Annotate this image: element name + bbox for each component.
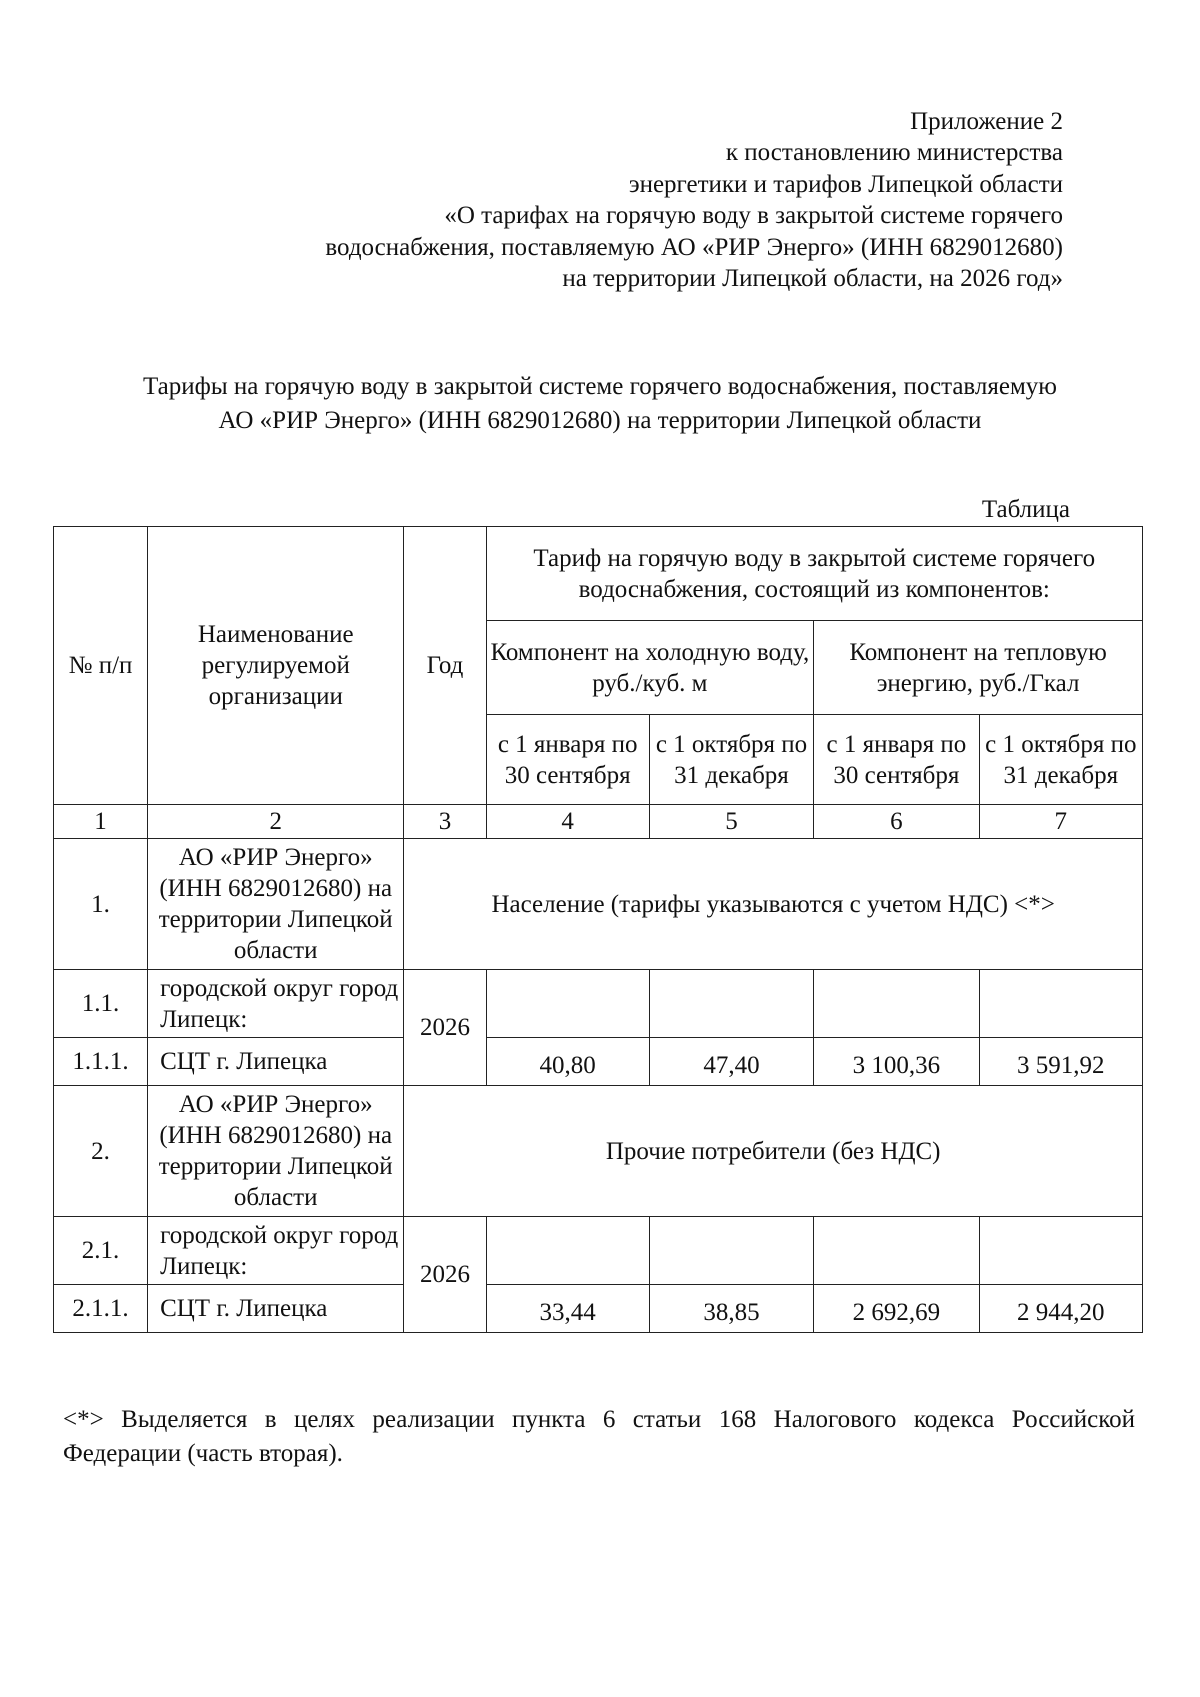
section-number: 2. [54,1086,148,1217]
section-number: 1. [54,839,148,970]
empty-cell [649,1217,813,1285]
empty-cell [649,970,813,1038]
table-label: Таблица [981,496,1070,523]
appendix-line: энергетики и тарифов Липецкой области [628,170,1063,198]
district-number: 2.1. [54,1217,148,1285]
district-number: 1.1. [54,970,148,1038]
empty-cell [979,970,1142,1038]
appendix-line: водоснабжения, поставляемую АО «РИР Энерго» (ИНН 6829012680) [325,233,1063,261]
appendix-header [325,106,1063,294]
consumer-category: Прочие потребители (без НДС) [404,1086,1143,1217]
tariff-year: 2026 [404,970,486,1086]
tariff-value: 2 692,69 [814,1285,979,1333]
footnote: <*> Выделяется в целях реализации пункта 6 статьи 168 Налогового кодекса Российской Федерации (часть вторая). [63,1406,1135,1467]
item-number: 1.1.1. [54,1038,148,1086]
tariff-value: 38,85 [649,1285,813,1333]
column-number: 7 [979,805,1142,839]
item-name: СЦТ г. Липецка [148,1038,404,1086]
section-organization: АО «РИР Энерго» (ИНН 6829012680) на территории Липецкой области [148,1086,404,1217]
column-number: 2 [148,805,404,839]
column-number: 3 [404,805,486,839]
appendix-line: «О тарифах на горячую воду в закрытой системе горячего [444,202,1063,230]
header-cold-component: Компонент на холодную воду, руб./куб. м [486,621,814,715]
empty-cell [979,1217,1142,1285]
header-period: с 1 января по 30 сентября [486,715,649,805]
header-org: Наименование регулируемой организации [148,527,404,805]
tariff-value: 2 944,20 [979,1285,1142,1333]
section-organization: АО «РИР Энерго» (ИНН 6829012680) на территории Липецкой области [148,839,404,970]
column-number: 6 [814,805,979,839]
column-number: 4 [486,805,649,839]
empty-cell [814,970,979,1038]
empty-cell [814,1217,979,1285]
district-name: городской округ город Липецк: [148,1217,404,1285]
header-period: с 1 января по 30 сентября [814,715,979,805]
item-name: СЦТ г. Липецка [148,1285,404,1333]
item-number: 2.1.1. [54,1285,148,1333]
header-year: Год [404,527,486,805]
column-number: 1 [54,805,148,839]
title-line-2: АО «РИР Энерго» (ИНН 6829012680) на территории Липецкой области [218,407,982,434]
consumer-category: Население (тарифы указываются с учетом НДС) <*> [404,839,1143,970]
empty-cell [486,1217,649,1285]
district-name: городской округ город Липецк: [148,970,404,1038]
tariff-year: 2026 [404,1217,486,1333]
appendix-line: к постановлению министерства [725,139,1063,167]
appendix-line: на территории Липецкой области, на 2026 год» [562,265,1063,293]
appendix-line: Приложение 2 [910,108,1063,135]
tariff-value: 40,80 [486,1038,649,1086]
column-number: 5 [649,805,813,839]
header-heat-component: Компонент на тепловую энергию, руб./Гкал [814,621,1143,715]
title-line-1: Тарифы на горячую воду в закрытой системе горячего водоснабжения, поставляемую [143,373,1057,400]
header-num: № п/п [54,527,148,805]
header-tariff: Тариф на горячую воду в закрытой системе горячего водоснабжения, состоящий из компонентов: [486,527,1142,621]
tariff-table [53,526,1143,1333]
tariff-value: 3 100,36 [814,1038,979,1086]
empty-cell [486,970,649,1038]
tariff-value: 33,44 [486,1285,649,1333]
header-period: с 1 октября по 31 декабря [979,715,1142,805]
tariff-value: 3 591,92 [979,1038,1142,1086]
document-title [60,370,1140,438]
tariff-value: 47,40 [649,1038,813,1086]
header-period: с 1 октября по 31 декабря [649,715,813,805]
